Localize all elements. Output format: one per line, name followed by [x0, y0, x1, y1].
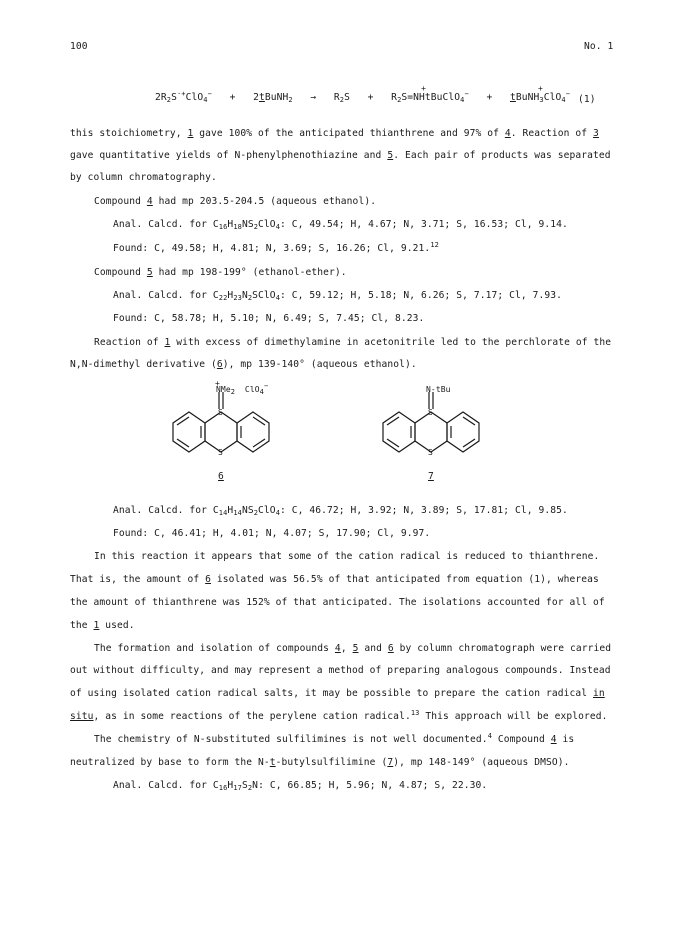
reaction-equation: $2R_2S^{\cdot+}ClO_4^-$ + 2tBuNH$_2$ → $R_2S$ + + $R_2S=NHtBuClO_4^-$ + + tBuNH$_3$ClO$_4$−	[155, 84, 571, 104]
compound-4-calcd: Anal. Calcd. for $C_{16}H_{18}NS_2ClO_4$: C, 49.54; H, 4.67; N, 3.71; S, 16.53; Cl, 9.14.	[113, 219, 568, 231]
paragraph-5-line-2: neutralized by base to form the N-t-butylsulfilimine (7), mp 148-149° (aqueous DMSO).	[70, 757, 570, 768]
compound-5-found: Found: C, 58.78; H, 5.10; N, 6.49; S, 7.45; Cl, 8.23.	[113, 313, 425, 324]
paragraph-3-line-4: the 1 used.	[70, 620, 135, 631]
issue-label: No. 1	[584, 41, 614, 52]
paragraph-2-line-1: Reaction of 1 with excess of dimethylamine in acetonitrile led to the perchlorate of the	[94, 337, 612, 348]
compound-4-found: Found: C, 49.58; H, 4.81; N, 3.69; S, 16.26; Cl, 9.21.12	[113, 241, 439, 254]
structure-7-label: 7	[428, 471, 434, 482]
paragraph-2-line-2: N,N-dimethyl derivative (6), mp 139-140° (aqueous ethanol).	[70, 359, 417, 370]
compound-4-mp: Compound 4 had mp 203.5-204.5 (aqueous ethanol).	[94, 196, 377, 207]
structure-6-bottom-s: S	[218, 448, 223, 457]
paragraph-4-line-4: situ, as in some reactions of the perylene cation radical.$^{13}$ This approach will be explored.	[70, 709, 608, 722]
paragraph-3-line-3: the amount of thianthrene was 152% of that anticipated. The isolations accounted for all of	[70, 597, 605, 608]
right-ring-7	[447, 412, 479, 452]
central-ring-6	[205, 412, 237, 452]
right-ring-6	[237, 412, 269, 452]
left-ring-6	[173, 412, 205, 452]
compound-6-calcd: Anal. Calcd. for $C_{14}H_{14}NS_2ClO_4$: C, 46.72; H, 3.92; N, 3.89; S, 17.81; Cl, 9.85.	[113, 505, 568, 517]
paragraph-4-line-2: out without difficulty, and may represent a method of preparing analogous compounds. Instead	[70, 665, 611, 676]
structure-7-top-label: N-tBu	[426, 385, 451, 394]
page-number: 100	[70, 41, 88, 52]
structure-6-top-label: + NMe$_2$ ClO$_4$−	[215, 379, 269, 396]
structure-7-top-s: S	[428, 408, 433, 417]
compound-6-found: Found: C, 46.41; H, 4.01; N, 4.07; S, 17.90; Cl, 9.97.	[113, 528, 431, 539]
left-ring-7	[383, 412, 415, 452]
equation-number: (1)	[578, 94, 596, 105]
structure-6-top-s: S	[218, 408, 223, 417]
structure-7-bottom-s: S	[428, 448, 433, 457]
paragraph-3-line-1: In this reaction it appears that some of the cation radical is reduced to thianthrene.	[94, 551, 600, 562]
paragraph-1-line-3: by column chromatography.	[70, 172, 217, 183]
paragraph-1-line-2: gave quantitative yields of N-phenylphenothiazine and 5. Each pair of products was separated	[70, 150, 611, 161]
paragraph-4-line-3: of using isolated cation radical salts, it may be possible to prepare the cation radical in	[70, 688, 605, 699]
paragraph-5-line-1: The chemistry of N-substituted sulfilimines is not well documented.$^4$ Compound 4 is	[94, 732, 575, 745]
paragraph-4-line-1: The formation and isolation of compounds 4, 5 and 6 by column chromatograph were carried	[94, 643, 612, 654]
structure-6-label: 6	[218, 471, 224, 482]
compound-5-calcd: Anal. Calcd. for $C_{22}H_{23}N_2SClO_4$: C, 59.12; H, 5.18; N, 6.26; S, 7.17; Cl, 7.93.	[113, 290, 563, 302]
central-ring-7	[415, 412, 447, 452]
compound-5-mp: Compound 5 had mp 198-199° (ethanol-ether).	[94, 267, 347, 278]
paragraph-1-line-1: this stoichiometry, 1 gave 100% of the anticipated thianthrene and 97% of 4. Reaction of 3	[70, 128, 599, 139]
paragraph-3-line-2: That is, the amount of 6 isolated was 56.5% of that anticipated from equation (1), whereas	[70, 574, 599, 585]
compound-7-calcd: Anal. Calcd. for $C_{16}H_{17}S_2N$: C, 66.85; H, 5.96; N, 4.87; S, 22.30.	[113, 780, 488, 792]
